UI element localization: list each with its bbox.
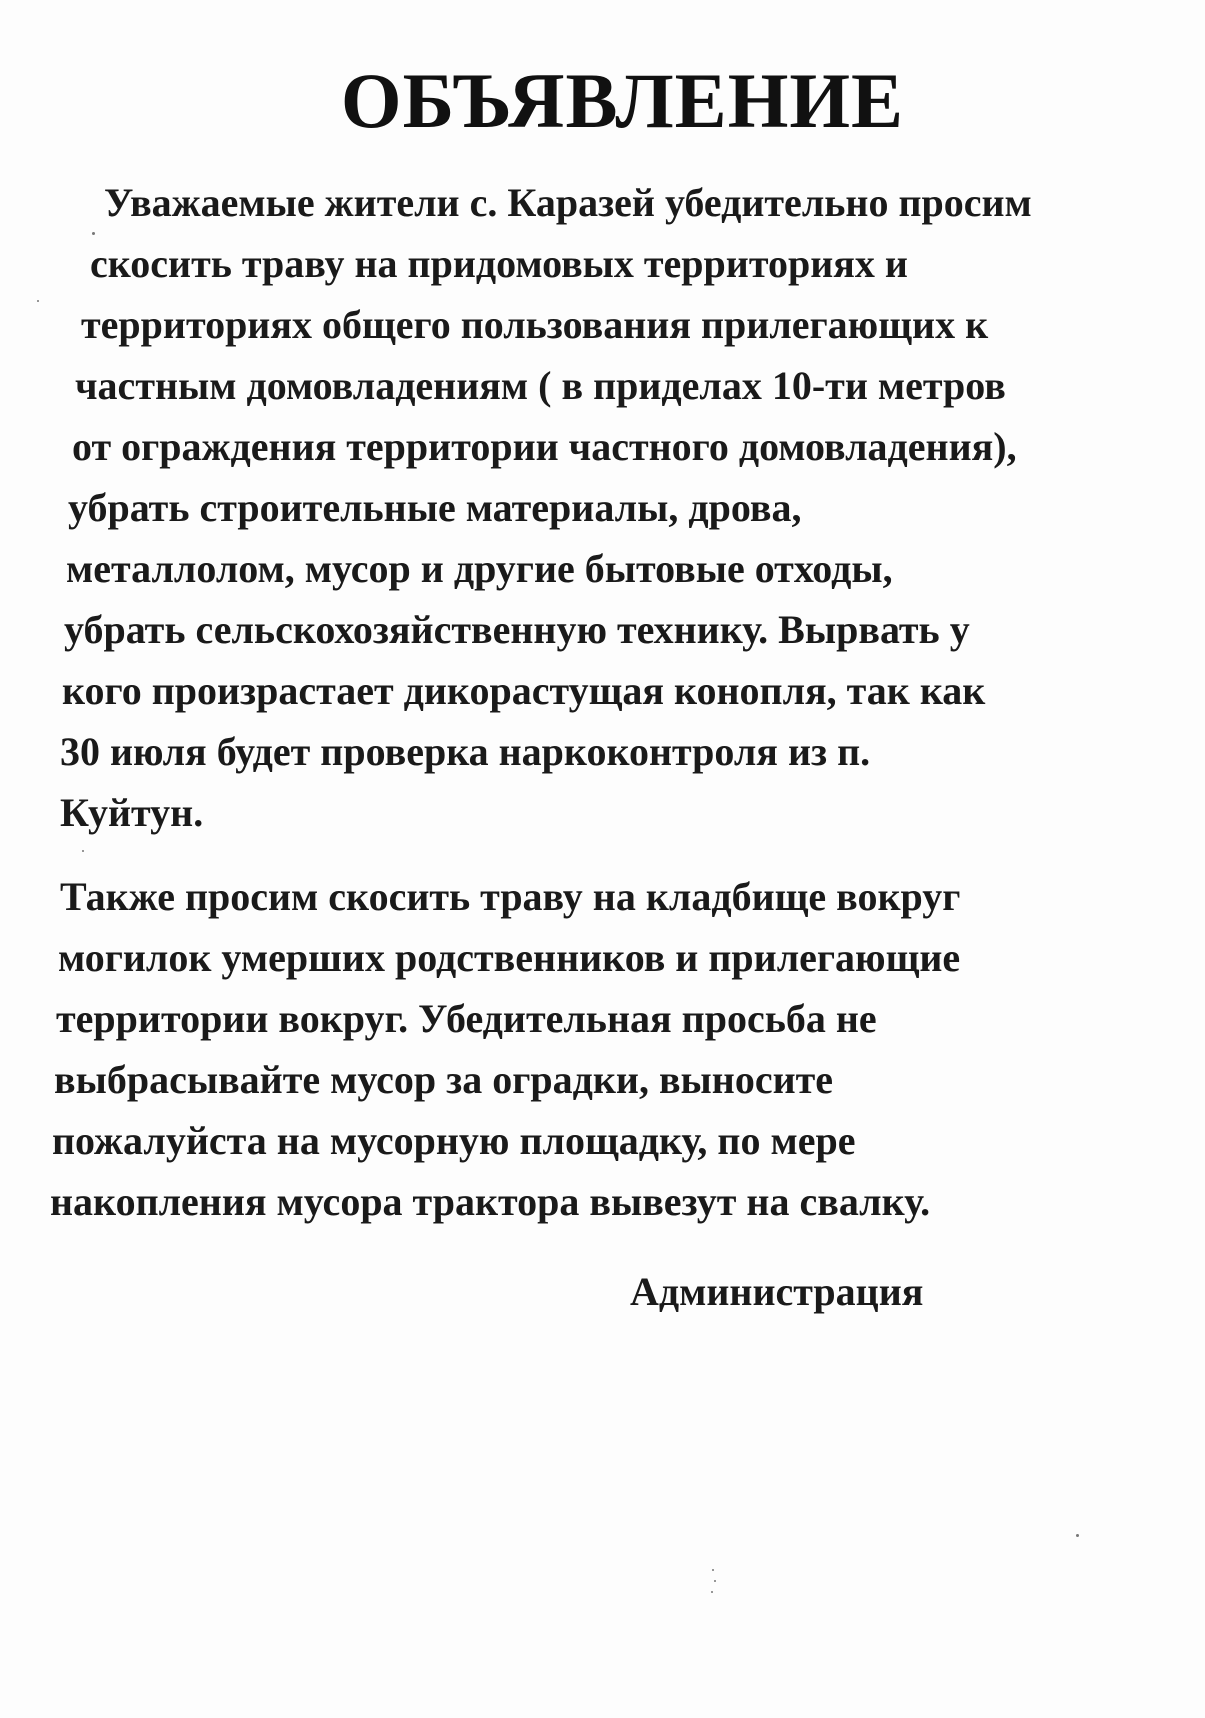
paragraph-1-line: кого произрастает дикорастущая конопля, так как xyxy=(62,668,986,713)
scan-speck xyxy=(712,1569,714,1571)
paragraph-2-line: территории вокруг. Убедительная просьба не xyxy=(56,996,877,1041)
paragraph-1-line: убрать строительные материалы, дрова, xyxy=(68,485,802,530)
paragraph-1-line: территориях общего пользования прилегающих к xyxy=(81,302,989,347)
paragraph-2-line: выбрасывайте мусор за оградки, выносите xyxy=(54,1057,834,1102)
scan-speck xyxy=(1076,1534,1079,1537)
paragraph-1-line: скосить траву на придомовых территориях и xyxy=(90,241,908,286)
paragraph-1-line: убрать сельскохозяйственную технику. Вырвать у xyxy=(64,607,970,652)
notice-title: ОБЪЯВЛЕНИЕ xyxy=(340,57,905,144)
paragraph-2-line: могилок умерших родственников и прилегающие xyxy=(58,935,961,980)
scan-speck xyxy=(92,232,95,235)
paragraph-1-line: Куйтун. xyxy=(60,790,204,835)
scan-speck xyxy=(711,1591,713,1593)
scan-speck xyxy=(82,850,84,852)
paragraph-1-line: Уважаемые жители с. Каразей убедительно просим xyxy=(104,180,1032,225)
paragraph-1-line: металлолом, мусор и другие бытовые отходы, xyxy=(66,546,893,591)
paragraph-2-line: пожалуйста на мусорную площадку, по мере xyxy=(52,1118,856,1163)
paragraph-1-line: от ограждения территории частного домовладения), xyxy=(72,424,1017,469)
paragraph-1-line: частным домовладениям ( в приделах 10-ти метров xyxy=(75,363,1006,408)
scan-speck xyxy=(37,300,39,302)
scan-speck xyxy=(714,1580,716,1582)
signature-administration: Администрация xyxy=(630,1269,924,1314)
paragraph-1-line: 30 июля будет проверка наркоконтроля из п. xyxy=(60,729,871,774)
paragraph-2-line: Также просим скосить траву на кладбище вокруг xyxy=(60,874,961,919)
paragraph-2-line: накопления мусора трактора вывезут на свалку. xyxy=(50,1179,931,1224)
